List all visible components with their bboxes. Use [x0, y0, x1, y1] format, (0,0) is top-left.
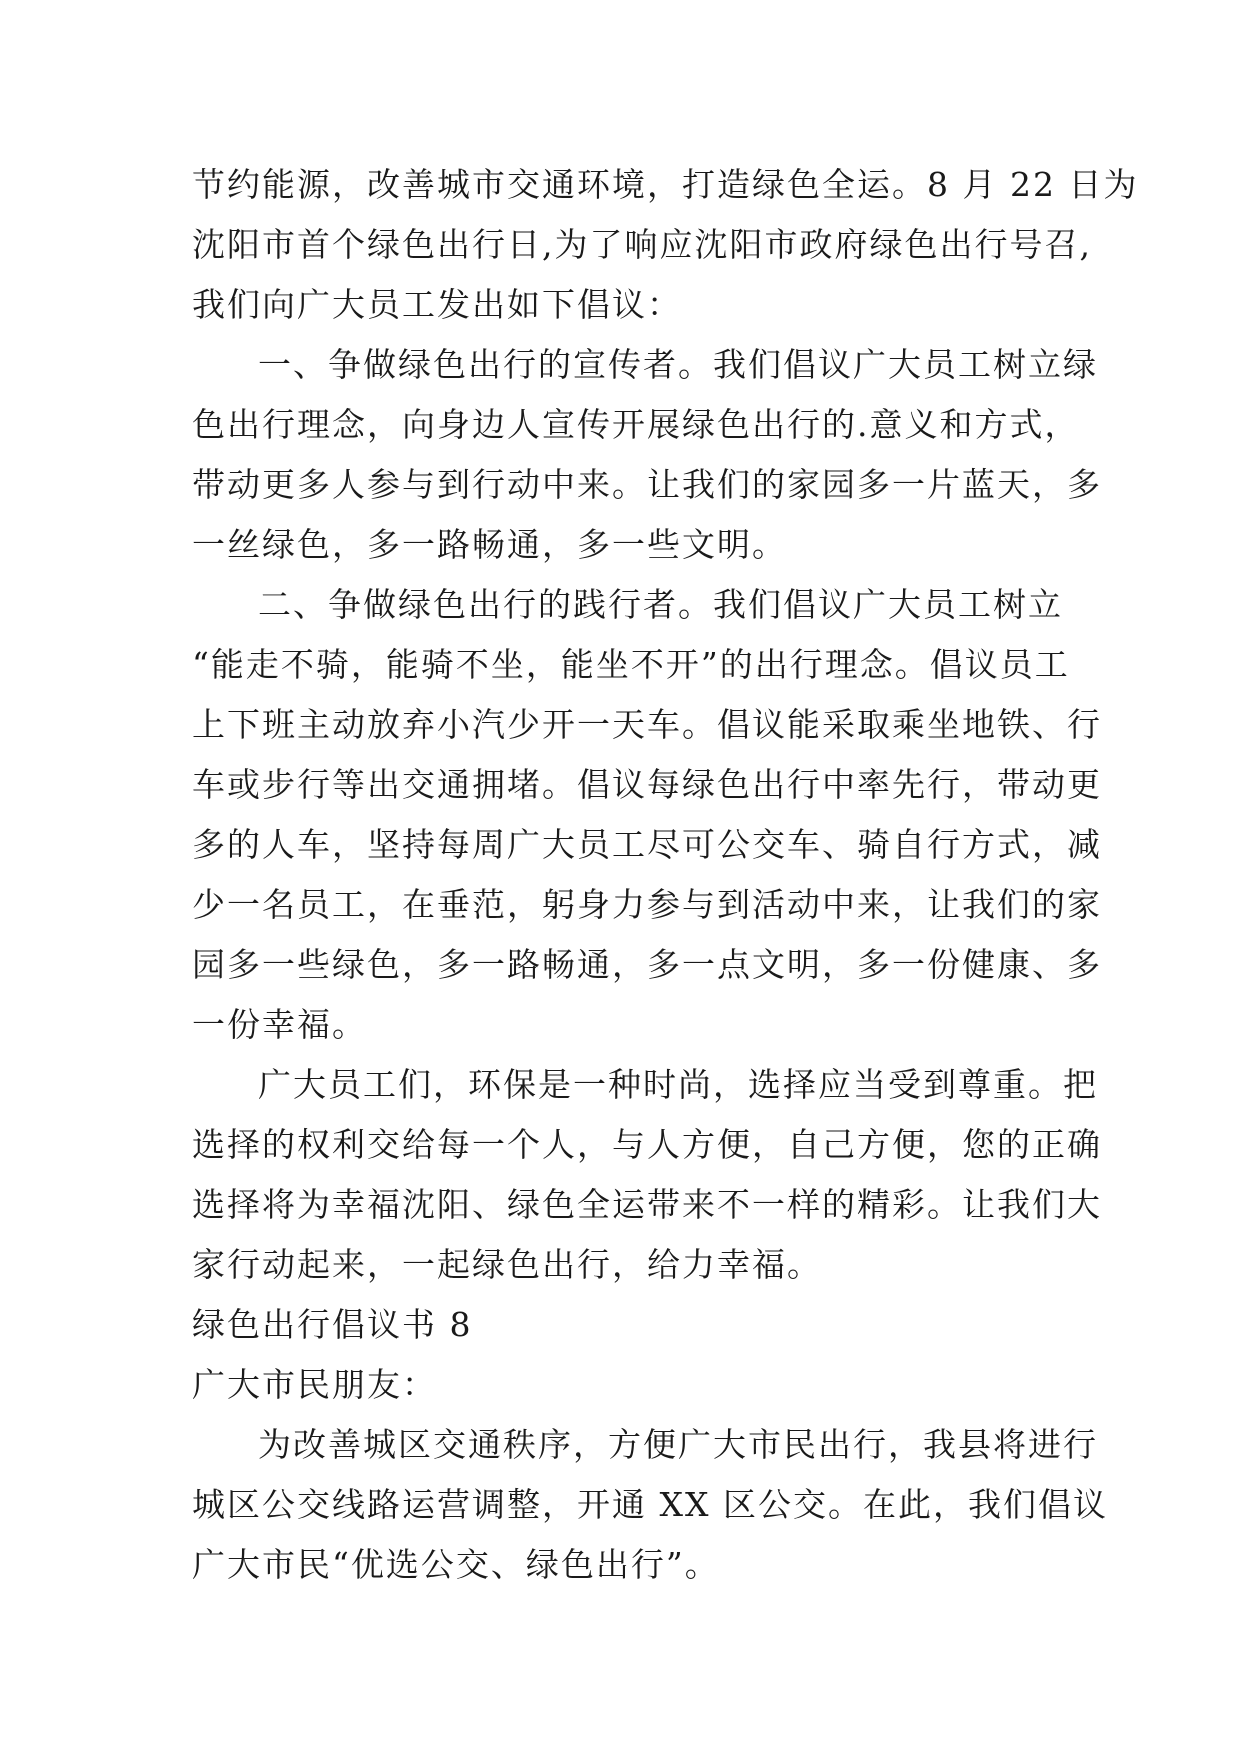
text-line: 车或步行等出交通拥堵。倡议每绿色出行中率先行，带动更 — [192, 765, 1102, 804]
text-line: 家行动起来，一起绿色出行，给力幸福。 — [192, 1245, 822, 1284]
text-line: 一丝绿色，多一路畅通，多一些文明。 — [192, 525, 787, 564]
text-line: 沈阳市首个绿色出行日,为了响应沈阳市政府绿色出行号召, — [192, 225, 1092, 264]
text-line: 我们向广大员工发出如下倡议： — [192, 285, 682, 324]
text-line: 上下班主动放弃小汽少开一天车。倡议能采取乘坐地铁、行 — [192, 705, 1102, 744]
section-heading: 绿色出行倡议书 8 — [192, 1305, 473, 1344]
text-line: 选择将为幸福沈阳、绿色全运带来不一样的精彩。让我们大 — [192, 1185, 1102, 1224]
salutation: 广大市民朋友： — [192, 1365, 437, 1404]
text-line: 园多一些绿色，多一路畅通，多一点文明，多一份健康、多 — [192, 945, 1102, 984]
text-line: 节约能源，改善城市交通环境，打造绿色全运。8 月 22 日为 — [192, 165, 1139, 204]
document-body — [192, 155, 1139, 1595]
text-line: 多的人车，坚持每周广大员工尽可公交车、骑自行方式，减 — [192, 825, 1102, 864]
text-line: 一份幸福。 — [192, 1005, 367, 1044]
text-line: 色出行理念，向身边人宣传开展绿色出行的.意义和方式， — [192, 405, 1080, 444]
text-line: 带动更多人参与到行动中来。让我们的家园多一片蓝天，多 — [192, 465, 1102, 504]
paragraph-first-line: 二、争做绿色出行的践行者。我们倡议广大员工树立 — [258, 585, 1063, 624]
text-line: 少一名员工，在垂范，躬身力参与到活动中来，让我们的家 — [192, 885, 1102, 924]
text-line: 广大市民“优选公交、绿色出行”。 — [192, 1545, 720, 1584]
text-line: “能走不骑，能骑不坐，能坐不开”的出行理念。倡议员工 — [192, 645, 1070, 684]
text-line: 城区公交线路运营调整，开通 XX 区公交。在此，我们倡议 — [192, 1485, 1108, 1524]
paragraph-first-line: 一、争做绿色出行的宣传者。我们倡议广大员工树立绿 — [258, 345, 1098, 384]
text-line: 选择的权利交给每一个人，与人方便，自己方便，您的正确 — [192, 1125, 1102, 1164]
paragraph-first-line: 广大员工们，环保是一种时尚，选择应当受到尊重。把 — [258, 1065, 1098, 1104]
paragraph-first-line: 为改善城区交通秩序，方便广大市民出行，我县将进行 — [258, 1425, 1098, 1464]
